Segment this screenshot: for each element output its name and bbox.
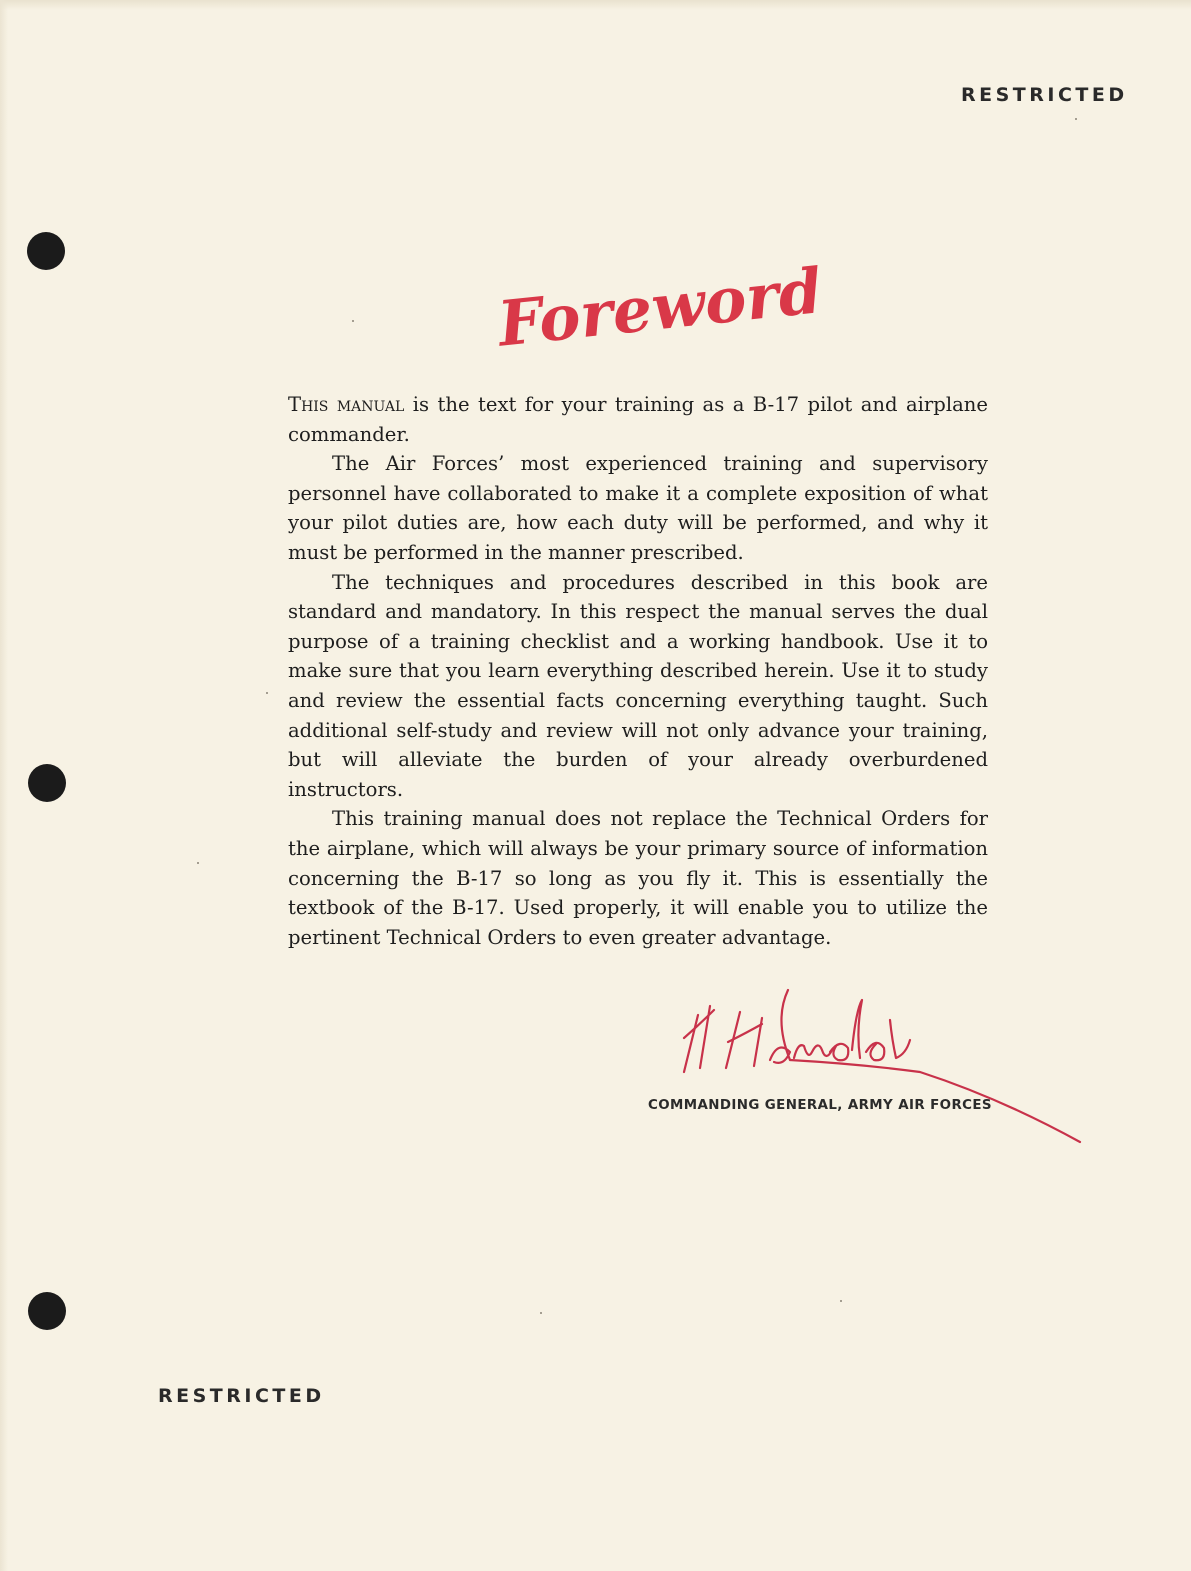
paper-speck [840,1300,842,1302]
signature-image [670,980,1100,1150]
paper-speck [1075,118,1077,120]
paper-left-edge [0,0,8,1571]
punch-hole-icon [27,232,65,270]
paragraph: This training manual does not replace the Technical Orders for the airplane, which will always be your primary source of information concerning the B-17 so long as you fly it. This is essentially the textbook of the B-17. Used properly, it will enable you to utilize the pertinent Technical Orders to even greater advantage. [288,807,988,949]
paragraph-text: is the text for your training as a B-17 pilot and airplane commander. [288,393,988,446]
paper-speck [352,320,354,322]
paragraph-lead: This manual [288,393,405,416]
paragraph [288,390,988,449]
page-title-text: Foreword [494,254,826,361]
classification-header: RESTRICTED [961,84,1128,106]
paper-speck [266,692,268,694]
classification-footer: RESTRICTED [158,1385,325,1407]
punch-hole-icon [28,1292,66,1330]
paragraph: The techniques and procedures described in this book are standard and mandatory. In this respect the manual serves the dual purpose of a training checklist and a working handbook. Use it to make sure that you learn everything described herein. Use it to study and review the essential facts concerning everything taught. Such additional self-study and review will not only advance your training, but will alleviate the burden of your already overburdened instructors. [288,570,988,801]
paper-top-edge [0,0,1191,10]
paper-speck [197,862,199,864]
foreword-body [288,390,988,952]
paragraph: The Air Forces’ most experienced training and supervisory personnel have collaborated to make it a complete exposition of what your pilot duties are, how each duty will be performed, and why it must be performed in the manner prescribed. [288,452,988,564]
punch-hole-icon [28,764,66,802]
paper-speck [540,1312,542,1314]
signature-caption: COMMANDING GENERAL, ARMY AIR FORCES [648,1098,992,1113]
page-title [480,254,826,361]
